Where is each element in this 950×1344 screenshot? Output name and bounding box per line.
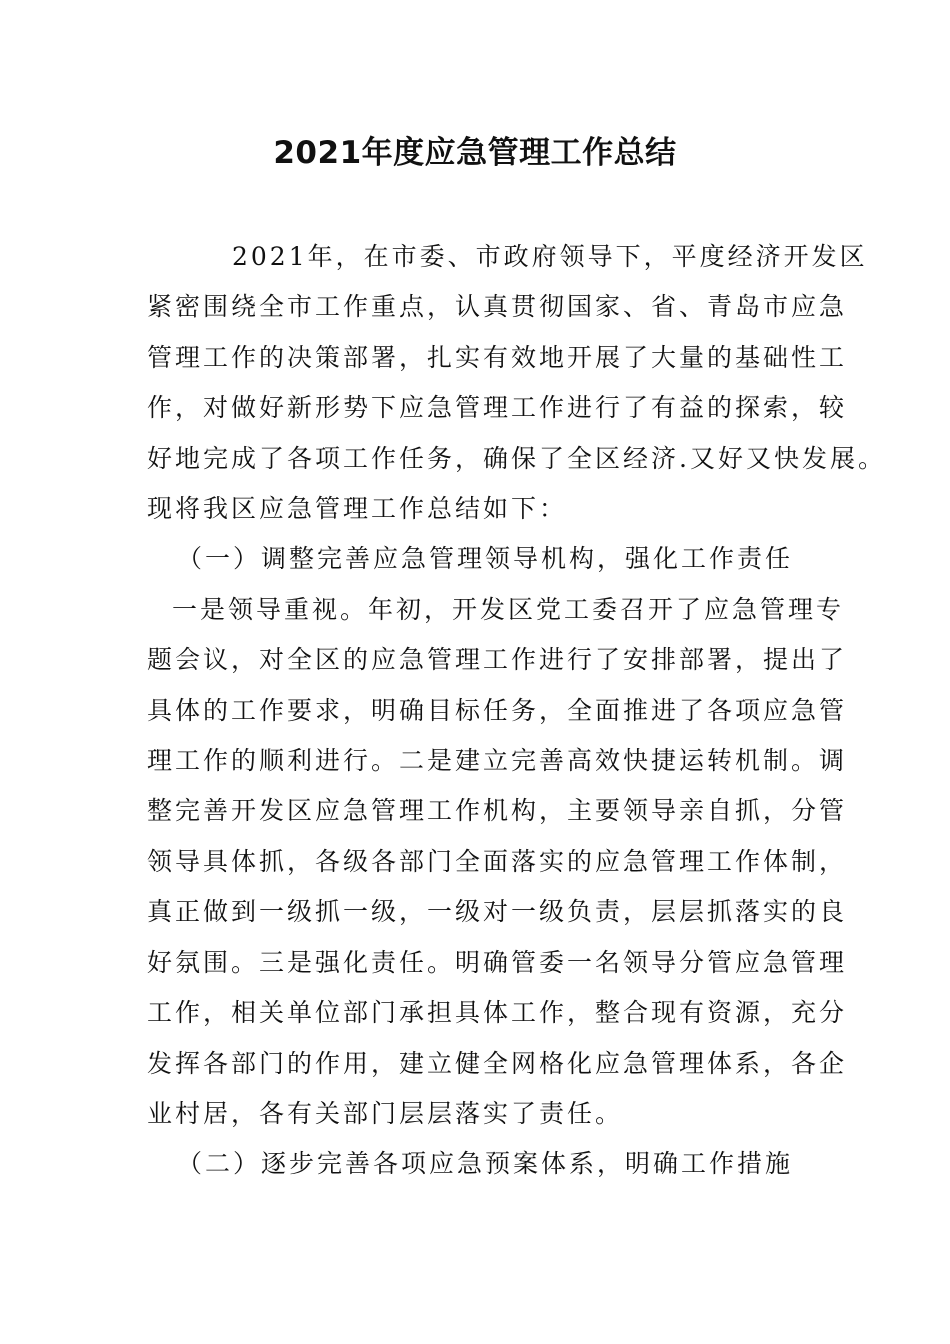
paragraph-line: 理工作的顺利进行。二是建立完善高效快捷运转机制。调 <box>147 746 848 776</box>
paragraph-line: 领导具体抓，各级各部门全面落实的应急管理工作体制， <box>147 846 848 876</box>
paragraph-line: 现将我区应急管理工作总结如下： <box>147 494 568 524</box>
paragraph-line: 工作，相关单位部门承担具体工作，整合现有资源，充分 <box>147 998 848 1028</box>
section-heading: （二）逐步完善各项应急预案体系，明确工作措施 <box>177 1149 794 1179</box>
paragraph-line: 管理工作的决策部署，扎实有效地开展了大量的基础性工 <box>147 342 848 372</box>
paragraph-line: 好地完成了各项工作任务，确保了全区经济.又好又快发展。 <box>147 443 886 473</box>
paragraph-line: 好氛围。三是强化责任。明确管委一名领导分管应急管理 <box>147 947 848 977</box>
section-heading: （一）调整完善应急管理领导机构，强化工作责任 <box>177 544 794 574</box>
paragraph-line: 一是领导重视。年初，开发区党工委召开了应急管理专 <box>172 594 845 624</box>
paragraph-line: 真正做到一级抓一级，一级对一级负责，层层抓落实的良 <box>147 897 848 927</box>
paragraph-line: 2021年，在市委、市政府领导下，平度经济开发区 <box>232 242 868 271</box>
paragraph-line: 作，对做好新形势下应急管理工作进行了有益的探索，较 <box>147 393 848 423</box>
paragraph-line: 发挥各部门的作用，建立健全网格化应急管理体系，各企 <box>147 1048 848 1078</box>
paragraph-line: 具体的工作要求，明确目标任务，全面推进了各项应急管 <box>147 695 848 725</box>
document-body <box>147 232 886 1190</box>
paragraph-line: 整完善开发区应急管理工作机构，主要领导亲自抓，分管 <box>147 796 848 826</box>
paragraph-line: 业村居，各有关部门层层落实了责任。 <box>147 1098 624 1128</box>
document-title: 2021年度应急管理工作总结 <box>273 135 677 171</box>
paragraph-line: 题会议，对全区的应急管理工作进行了安排部署，提出了 <box>147 645 848 675</box>
paragraph-line: 紧密围绕全市工作重点，认真贯彻国家、省、青岛市应急 <box>147 292 848 322</box>
